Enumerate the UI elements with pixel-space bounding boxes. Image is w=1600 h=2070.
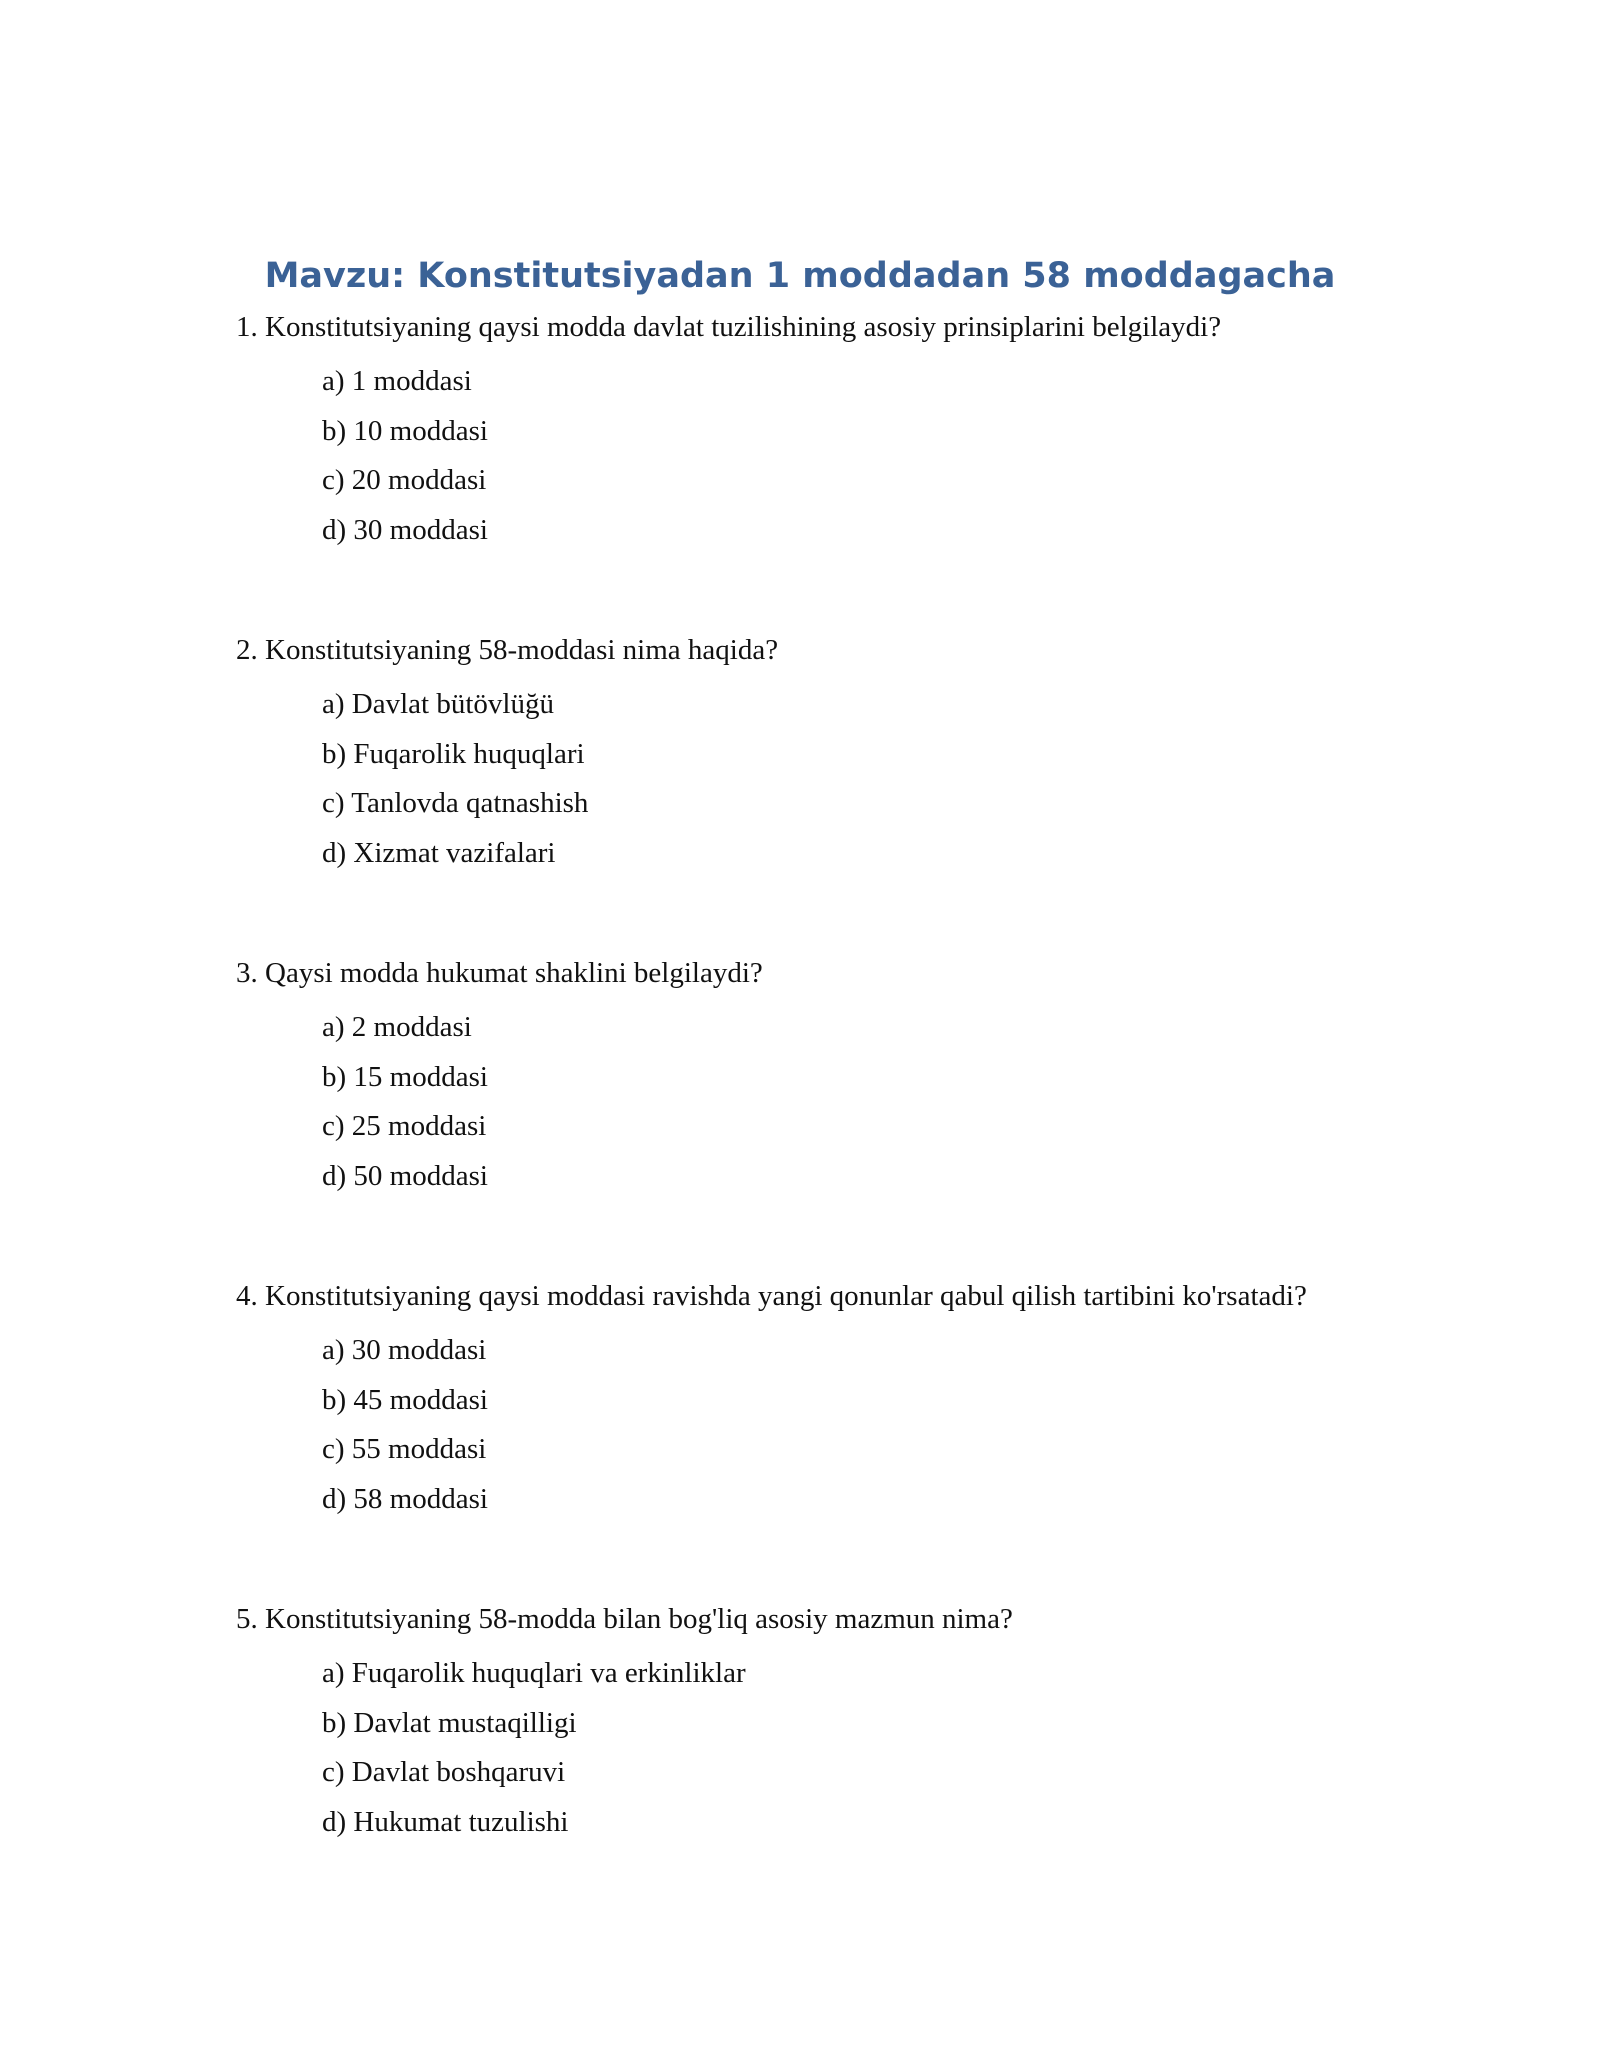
question-5	[236, 1598, 1336, 1847]
question-text: 5. Konstitutsiyaning 58-modda bilan bog'liq asosiy mazmun nima?	[236, 1603, 1013, 1635]
option-d: d) 50 moddasi	[322, 1159, 488, 1192]
document-title: Mavzu: Konstitutsiyadan 1 moddadan 58 moddagacha	[264, 256, 1336, 296]
option-a: a) Davlat bütövlüğü	[322, 688, 554, 720]
option-d: d) Xizmat vazifalari	[322, 836, 556, 869]
question-text: 3. Qaysi modda hukumat shaklini belgilaydi?	[236, 957, 763, 989]
option-list	[236, 1003, 1336, 1201]
option-d: d) 30 moddasi	[322, 513, 488, 546]
question-list	[236, 306, 1336, 1847]
option-c: c) 55 moddasi	[322, 1433, 487, 1465]
question-text: 2. Konstitutsiyaning 58-moddasi nima haqida?	[236, 634, 779, 666]
option-c: c) Tanlovda qatnashish	[322, 787, 589, 819]
option-list	[236, 357, 1336, 555]
option-d: d) Hukumat tuzulishi	[322, 1805, 569, 1838]
option-c: c) 25 moddasi	[322, 1110, 487, 1142]
option-b: b) 45 moddasi	[322, 1383, 488, 1416]
option-b: b) Fuqarolik huquqlari	[322, 737, 585, 770]
option-b: b) 15 moddasi	[322, 1060, 488, 1093]
option-list	[236, 1649, 1336, 1847]
question-text: 4. Konstitutsiyaning qaysi moddasi ravishda yangi qonunlar qabul qilish tartibini ko'rsatadi?	[236, 1280, 1307, 1312]
option-list	[236, 680, 1336, 878]
option-a: a) 30 moddasi	[322, 1334, 487, 1366]
question-4	[236, 1275, 1336, 1524]
option-c: c) Davlat boshqaruvi	[322, 1756, 566, 1788]
option-a: a) 2 moddasi	[322, 1011, 472, 1043]
option-list	[236, 1326, 1336, 1524]
option-a: a) Fuqarolik huquqlari va erkinliklar	[322, 1657, 746, 1689]
question-text: 1. Konstitutsiyaning qaysi modda davlat tuzilishining asosiy prinsiplarini belgilaydi?	[236, 311, 1222, 343]
question-1	[236, 306, 1336, 555]
option-d: d) 58 moddasi	[322, 1482, 488, 1515]
question-3	[236, 952, 1336, 1201]
option-c: c) 20 moddasi	[322, 464, 487, 496]
option-b: b) 10 moddasi	[322, 414, 488, 447]
option-b: b) Davlat mustaqilligi	[322, 1706, 577, 1739]
option-a: a) 1 moddasi	[322, 365, 472, 397]
question-2	[236, 629, 1336, 878]
